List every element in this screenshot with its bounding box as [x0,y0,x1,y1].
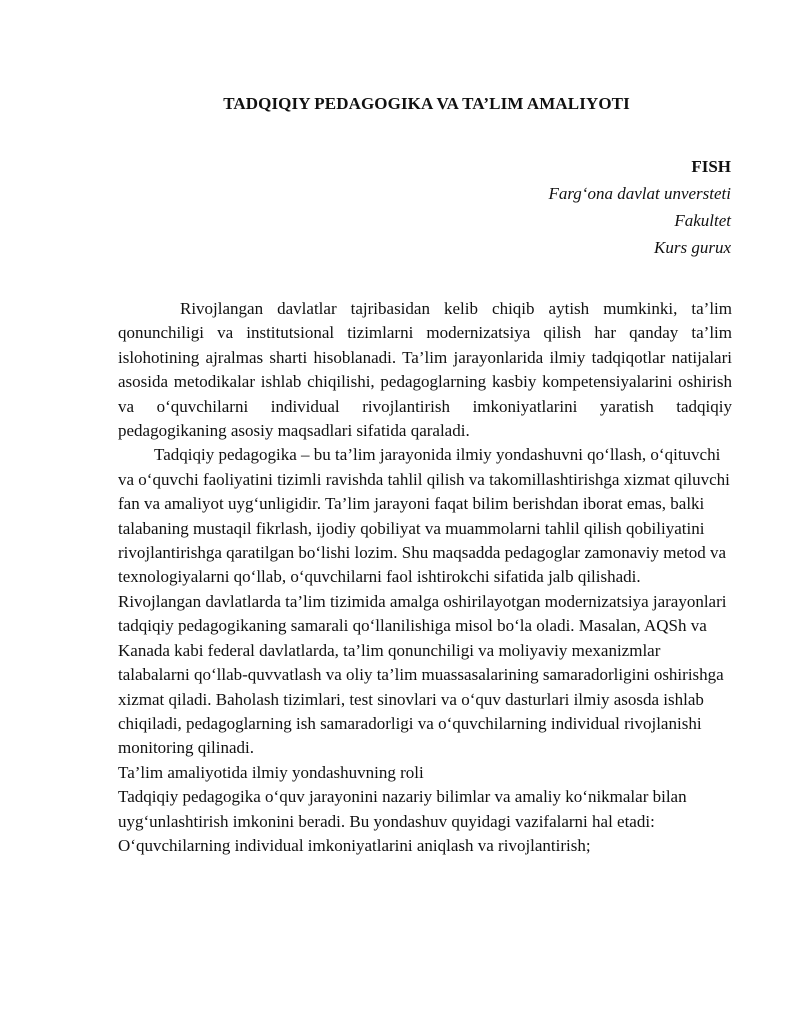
paragraph-intro: Rivojlangan davlatlar tajribasidan kelib chiqib aytish mumkinki, ta’lim qonunchiligi va institutsional tizimlarni modernizatsiya qilish har qanday ta’lim islohotining ajralmas sharti hisoblanadi. Ta’lim jarayonlarida ilmiy tadqiqotlar natijalari asosida metodikalar ishlab chiqilishi, pedagoglarning kasbiy kompetensiyalarini oshirish va o‘quvchilarni individual rivojlantirish imkoniyatlarini yaratish tadqiqiy pedagogikaning asosiy maqsadlari sifatida qaraladi. [118,299,732,441]
author-block [548,153,731,261]
author-university: Farg‘ona davlat unversteti [548,184,731,203]
paragraph-approach: Tadqiqiy pedagogika o‘quv jarayonini nazariy bilimlar va amaliy ko‘nikmalar bilan uyg‘unlashtirish imkonini beradi. Bu yondashuv quyidagi vazifalarni hal etadi: [118,787,687,831]
paragraph-modernization: Rivojlangan davlatlarda ta’lim tizimida amalga oshirilayotgan modernizatsiya jarayonlari tadqiqiy pedagogikaning samarali qo‘llanilishiga misol bo‘la oladi. Masalan, AQSh va Kanada kabi federal davlatlarda, ta’lim qonunchiligi va moliyaviy mexanizmlar talabalarni qo‘llab-quvvatlash va oliy ta’lim muassasalarining samaradorligini oshirishga xizmat qiladi. Baholash tizimlari, test sinovlari va o‘quv dasturlari ilmiy asosda ishlab chiqiladi, pedagoglarning ish samaradorligi va o‘quvchilarning individual rivojlanishi monitoring qilinadi. [118,591,727,758]
list-item: O‘quvchilarning individual imkoniyatlarini aniqlash va rivojlantirish; [118,835,591,855]
author-group: Kurs gurux [654,238,731,257]
section-heading: Ta’lim amaliyotida ilmiy yondashuvning roli [118,762,424,782]
document-title: TADQIQIY PEDAGOGIKA VA TA’LIM AMALIYOTI [223,94,630,113]
author-name: FISH [691,157,731,176]
author-faculty: Fakultet [674,211,731,230]
paragraph-definition: Tadqiqiy pedagogika – bu ta’lim jarayonida ilmiy yondashuvni qo‘llash, o‘qituvchi va o‘quvchi faoliyatini tizimli ravishda tahlil qilish va takomillashtirishga xizmat qiluvchi fan va amaliyot uyg‘unligidir. Ta’lim jarayoni faqat bilim berishdan iborat emas, balki talabaning mustaqil fikrlash, ijodiy qobiliyat va muammolarni tahlil qilish qobiliyatini rivojlantirishga qaratilgan bo‘lishi lozim. Shu maqsadda pedagoglar zamonaviy metod va texnologiyalarni qo‘llab, o‘quvchilarni faol ishtirokchi sifatida jalb qilishadi. [118,445,730,587]
body-text [118,297,732,858]
